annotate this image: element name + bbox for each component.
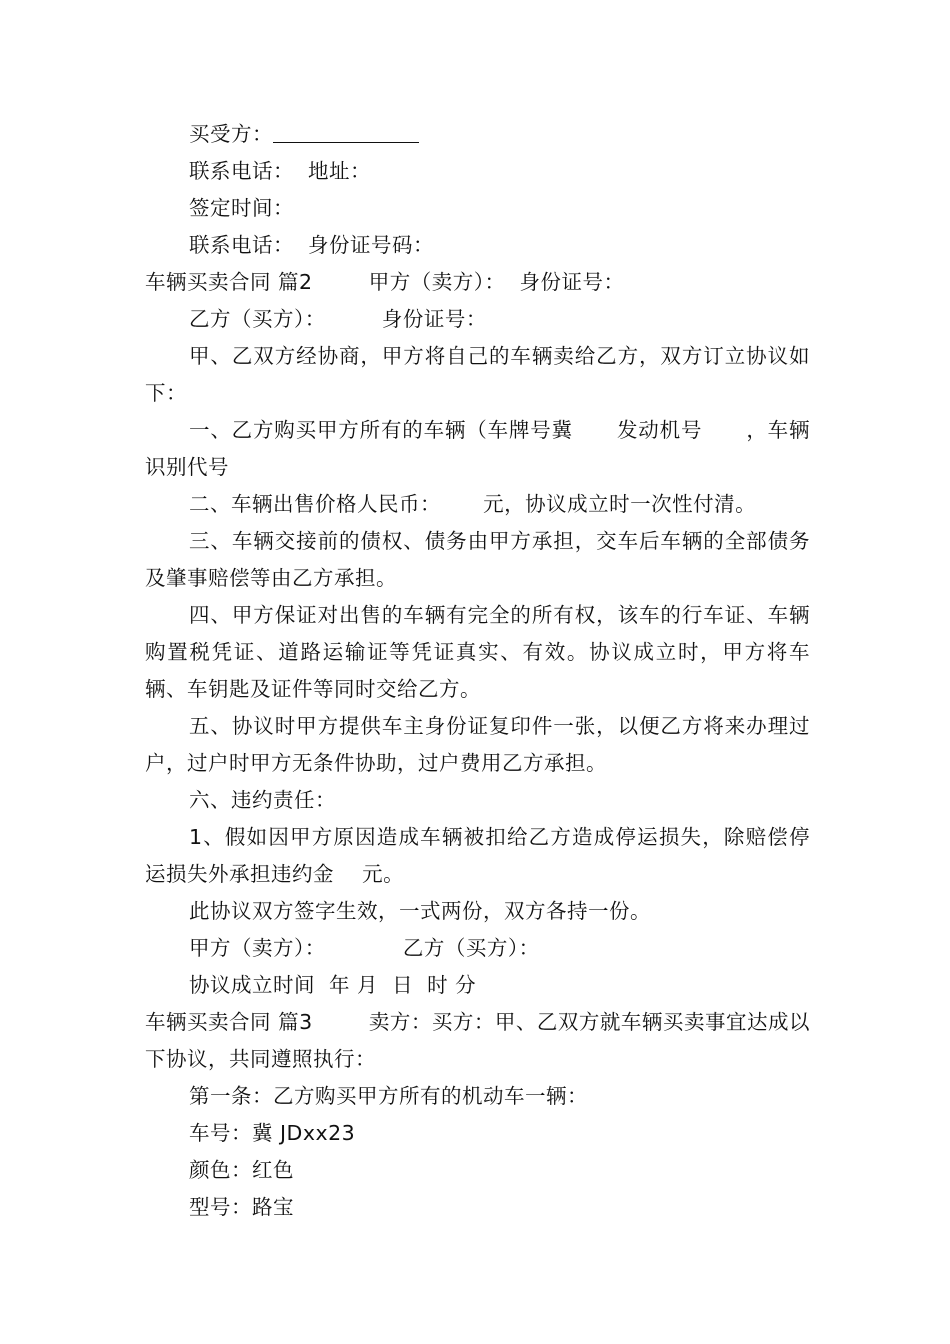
established-time-line: 协议成立时间 年 月 日 时 分 [189, 973, 477, 997]
clause-6-heading: 六、违约责任： [189, 788, 336, 812]
document-body [145, 116, 810, 1226]
buyer-label: 买受方： [189, 122, 273, 146]
contact-address-line: 联系电话： 地址： [189, 159, 372, 183]
model-line: 型号：路宝 [189, 1195, 294, 1219]
clause-2-paragraph: 二、车辆出售价格人民币： 元，协议成立时一次性付清。 [189, 492, 757, 516]
sign-time-line: 签定时间： [189, 196, 294, 220]
buyer-line [145, 116, 810, 153]
color-line: 颜色：红色 [189, 1158, 294, 1182]
contract-heading-3: 车辆买卖合同 篇3 卖方：买方：甲、乙双方就车辆买卖事宜达成以下协议，共同遵照执行： [145, 1010, 810, 1071]
clause-1-paragraph: 一、乙方购买甲方所有的车辆（车牌号冀 发动机号 ，车辆识别代号 [145, 418, 810, 479]
intro-paragraph-2: 甲、乙双方经协商，甲方将自己的车辆卖给乙方，双方订立协议如下： [145, 344, 810, 405]
buyer-blank-underline [273, 120, 419, 143]
plate-line: 车号：冀 JDxx23 [189, 1121, 356, 1145]
contract-heading-2: 车辆买卖合同 篇2 甲方（卖方）： 身份证号： [145, 270, 625, 294]
clause-6-1-paragraph: 1、假如因甲方原因造成车辆被扣给乙方造成停运损失，除赔偿停运损失外承担违约金 元。 [145, 825, 810, 886]
clause-4-paragraph: 四、甲方保证对出售的车辆有完全的所有权，该车的行车证、车辆购置税凭证、道路运输证等凭证真实、有效。协议成立时，甲方将车辆、车钥匙及证件等同时交给乙方。 [145, 603, 810, 701]
clause-5-paragraph: 五、协议时甲方提供车主身份证复印件一张，以便乙方将来办理过户，过户时甲方无条件协助，过户费用乙方承担。 [145, 714, 810, 775]
party-b-id-line: 乙方（买方）： 身份证号： [189, 307, 487, 331]
effective-paragraph: 此协议双方签字生效，一式两份，双方各持一份。 [189, 899, 651, 923]
clause-3-paragraph: 三、车辆交接前的债权、债务由甲方承担，交车后车辆的全部债务及肇事赔偿等由乙方承担。 [145, 529, 810, 590]
article-1-paragraph: 第一条：乙方购买甲方所有的机动车一辆： [189, 1084, 588, 1108]
signatures-line: 甲方（卖方）： 乙方（买方）： [189, 936, 540, 960]
contact-idcard-line: 联系电话： 身份证号码： [189, 233, 435, 257]
